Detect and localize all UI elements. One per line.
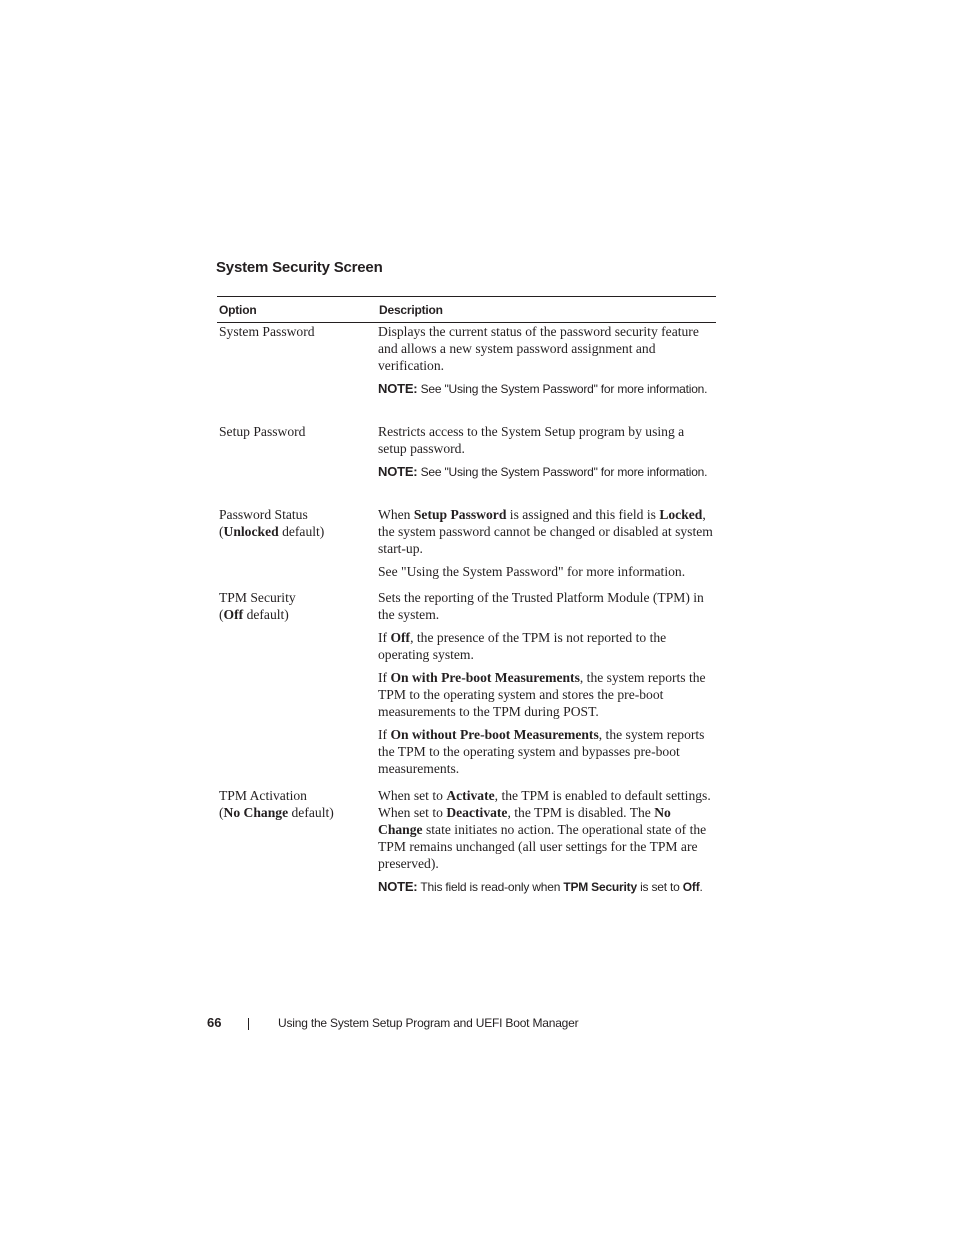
description-text: When set to Activate, the TPM is enabled to default settings. When set to Deactivate, the TPM is disabled. The No Change state initiates no action. The operational state of the TPM remains unchanged (all user settings for the TPM are preserved). xyxy=(378,788,711,871)
running-title: Using the System Setup Program and UEFI Boot Manager xyxy=(278,1016,579,1030)
option-default: (Off default) xyxy=(219,607,289,622)
option-default: (Unlocked default) xyxy=(219,524,325,539)
option-setup-password: Setup Password xyxy=(219,424,306,439)
description-text: Restricts access to the System Setup program by using a setup password. xyxy=(378,424,685,456)
option-tpm-security xyxy=(219,589,369,623)
option-password-status xyxy=(219,506,369,540)
note-text: See "Using the System Password" for more information. xyxy=(417,465,708,479)
description-text: When Setup Password is assigned and this field is Locked, the system password cannot be changed or disabled at system start-up. xyxy=(378,507,713,556)
note xyxy=(378,463,716,481)
table-header xyxy=(217,296,716,323)
default-value: Unlocked xyxy=(223,524,279,539)
default-value: Off xyxy=(223,607,244,622)
option-name: TPM Activation xyxy=(219,788,307,803)
description-text: If On with Pre-boot Measurements, the system reports the TPM to the operating system and stores the pre-boot measurements to the TPM during POST. xyxy=(378,670,706,719)
description-text: If On without Pre-boot Measurements, the system reports the TPM to the operating system and bypasses pre-boot measurements. xyxy=(378,727,705,776)
note-label: NOTE: xyxy=(378,879,418,894)
description-cell xyxy=(378,423,716,487)
footer-separator xyxy=(248,1018,249,1030)
page-number: 66 xyxy=(207,1015,222,1030)
note-label: NOTE: xyxy=(378,464,418,479)
note xyxy=(378,380,716,398)
description-cell xyxy=(378,323,716,404)
option-name: TPM Security xyxy=(219,590,296,605)
header-option: Option xyxy=(219,302,257,317)
option-tpm-activation xyxy=(219,787,369,821)
option-system-password: System Password xyxy=(219,324,315,339)
description-text: See "Using the System Password" for more information. xyxy=(378,564,686,579)
note-text: See "Using the System Password" for more information. xyxy=(417,382,708,396)
description-cell xyxy=(378,787,716,902)
description-cell xyxy=(378,506,716,586)
description-text: Displays the current status of the password security feature and allows a new system password assignment and verification. xyxy=(378,324,699,373)
options-table xyxy=(217,296,716,894)
section-title: System Security Screen xyxy=(216,259,383,276)
header-description: Description xyxy=(379,302,443,317)
default-value: No Change xyxy=(223,805,289,820)
note-label: NOTE: xyxy=(378,381,418,396)
option-default: (No Change default) xyxy=(219,805,334,820)
note: NOTE: This field is read-only when TPM Security is set to Off. xyxy=(378,879,703,894)
option-name: Password Status xyxy=(219,507,308,522)
description-text: If Off, the presence of the TPM is not reported to the operating system. xyxy=(378,630,667,662)
description-text: Sets the reporting of the Trusted Platform Module (TPM) in the system. xyxy=(378,590,704,622)
description-cell xyxy=(378,589,716,783)
